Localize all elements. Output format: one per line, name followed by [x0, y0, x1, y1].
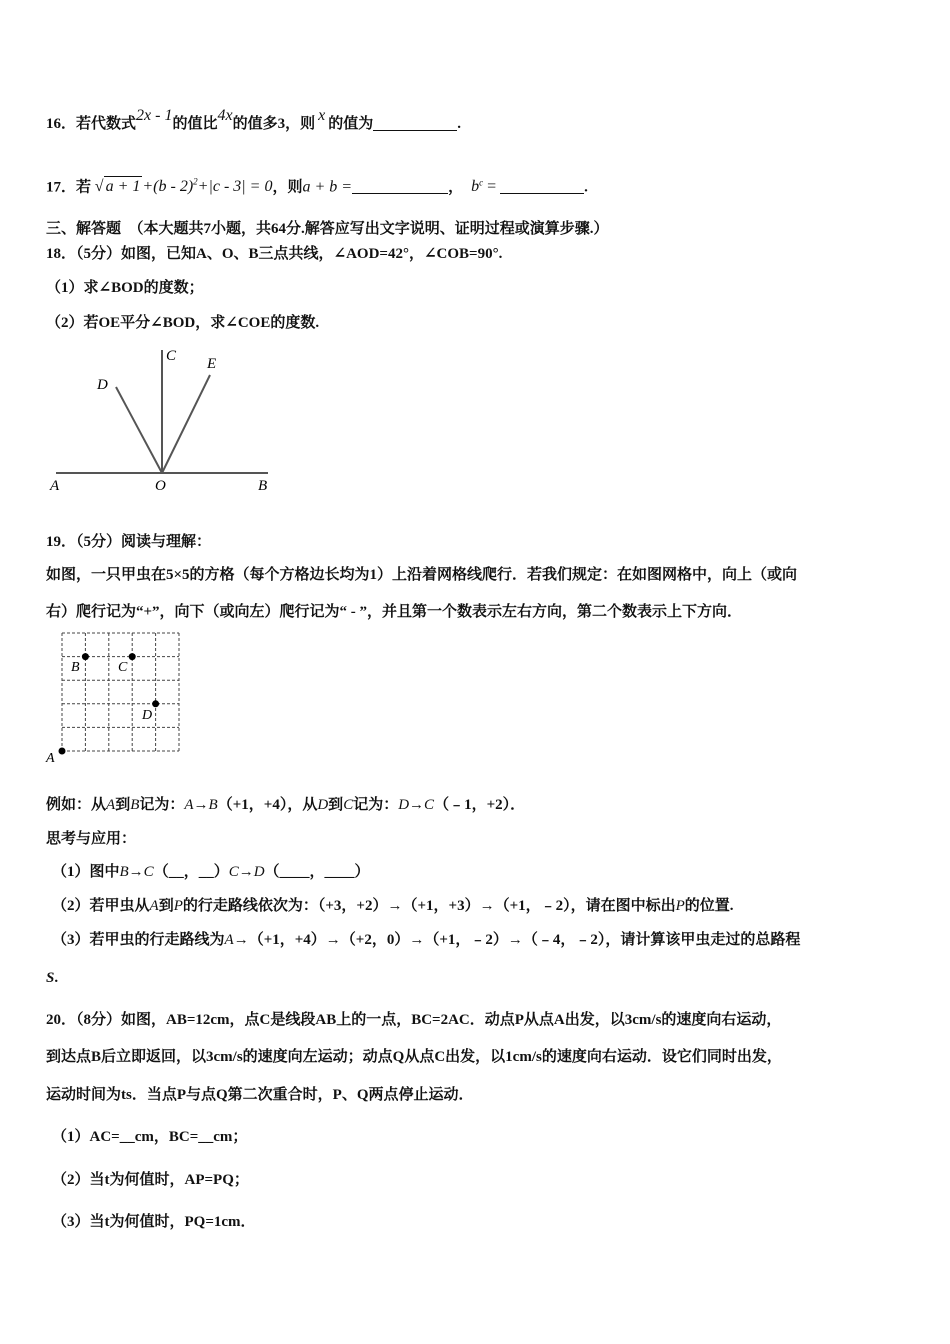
q19-example — [46, 795, 525, 815]
text: （+1，+4），从 — [217, 797, 318, 813]
path-a-b: A→B — [184, 797, 218, 813]
q17-text: ，则 — [272, 179, 303, 196]
text: 的行走路线依次为：（+3，+2）→（+1，+3）→（+1，﹣2），请在图中标出 — [182, 898, 676, 914]
question-17 — [46, 172, 588, 197]
point-a-ref: A — [106, 797, 116, 813]
point-p-ref: P — [173, 898, 183, 914]
q17-blank-1[interactable] — [352, 177, 448, 194]
text: 的位置. — [684, 898, 734, 914]
q16-text: 的值比 — [172, 116, 218, 132]
q19-part-2 — [52, 896, 734, 916]
q17-radicand: a + 1 — [105, 178, 141, 196]
q17-exponent: 2 — [193, 177, 198, 187]
total-distance-s: S — [46, 970, 55, 986]
q17-comma: ， — [448, 179, 464, 196]
q17-number: 17． — [46, 179, 77, 196]
path-b-c: B→C — [119, 864, 154, 880]
text: （﹣1，+2）． — [434, 797, 526, 813]
q17-period: . — [584, 179, 588, 196]
text: （1）图中 — [52, 864, 120, 880]
answer-blanks[interactable]: （____，____） — [264, 864, 370, 880]
q18-angle-figure — [46, 342, 276, 494]
q19-grid-figure — [44, 628, 189, 766]
ray-od — [116, 387, 162, 473]
label-c: C — [118, 660, 128, 675]
q17-term-c: +|c - 3| = 0 — [197, 178, 273, 196]
path-c-d: C→D — [228, 864, 265, 880]
q19-part-1 — [52, 862, 370, 882]
q17-b: b — [471, 178, 480, 196]
point-c — [129, 653, 136, 660]
q17-text: 若 — [76, 179, 92, 196]
q16-text: 的值为 — [328, 116, 374, 132]
q20-part-1: （1）AC=__cm，BC=__cm； — [52, 1129, 248, 1145]
label-d: D — [97, 377, 108, 393]
text: 例如：从 — [46, 797, 107, 813]
question-16 — [46, 107, 461, 134]
q16-text: 的值多 — [232, 116, 278, 132]
q19-heading: 19．（5分）阅读与理解： — [46, 534, 212, 550]
q20-line-1: 20．（8分）如图，AB=12cm，点C是线段AB上的一点，BC=2AC．动点P从点A出发，以3cm/s的速度向右运动， — [46, 1012, 782, 1028]
section-title: 三、解答题 — [46, 221, 122, 237]
text: 到 — [328, 797, 344, 813]
text: 记为： — [139, 797, 185, 813]
ray-oe — [162, 375, 210, 473]
q17-term-b: +(b - 2) — [142, 178, 194, 196]
text: （2）若甲虫从 — [52, 898, 150, 914]
label-b: B — [258, 478, 268, 494]
section-description: （本大题共7小题，共64分.解答应写出文字说明、证明过程或演算步骤.） — [128, 221, 609, 237]
text: . — [54, 970, 59, 986]
point-a-ref: A — [149, 898, 159, 914]
q17-blank-2[interactable] — [500, 177, 584, 194]
label-d: D — [142, 708, 153, 723]
q16-number-3: 3 — [277, 116, 286, 132]
text: 到 — [115, 797, 131, 813]
label-a: A — [50, 478, 60, 494]
path-d-c: D→C — [398, 797, 435, 813]
q16-text: ，则 — [285, 116, 316, 132]
answer-blanks[interactable]: （__，__） — [153, 864, 229, 880]
q20-line-3: 运动时间为ts．当点P与点Q第二次重合时，P、Q两点停止运动． — [46, 1087, 474, 1103]
q19-part-3 — [52, 930, 800, 950]
q20-line-2: 到达点B后立即返回，以3cm/s的速度向左运动；动点Q从点C出发，以1cm/s的速度向右运动．设它们同时出发， — [46, 1049, 782, 1065]
q20-part-2: （2）当t为何值时，AP=PQ； — [52, 1172, 249, 1188]
point-d — [152, 700, 159, 707]
text: →（+1，+4）→（+2，0）→（+1，﹣2）→（﹣4，﹣2），请计算该甲虫走过的总路程 — [233, 932, 801, 948]
q16-expr-4x: 4x — [217, 107, 233, 124]
q18-heading: 18．（5分）如图，已知A、O、B三点共线，∠AOD=42°，∠COB=90°. — [46, 246, 503, 262]
text: 记为： — [353, 797, 399, 813]
q20-part-3: （3）当t为何值时，PQ=1cm． — [52, 1214, 256, 1230]
text: （3）若甲虫的行走路线为 — [52, 932, 225, 948]
q18-part-2: （2）若OE平分∠BOD，求∠COE的度数. — [46, 315, 320, 331]
q19-intro-line-1: 如图，一只甲虫在5×5的方格（每个方格边长均为1）上沿着网格线爬行．若我们规定：在如图网格中，向上（或向 — [46, 567, 798, 583]
section-3-header — [46, 219, 609, 239]
label-o: O — [155, 478, 166, 494]
q17-equals: = — [487, 178, 497, 196]
point-a — [59, 748, 66, 755]
q17-equation: √ a + 1 +(b - 2)$^2$+|c - 3| = 0 — [94, 177, 273, 196]
point-b — [82, 653, 89, 660]
q16-period: . — [457, 116, 461, 132]
point-a-ref: A — [224, 932, 234, 948]
q19-part-3-continued — [46, 968, 58, 988]
q16-expr-2x-1: 2x - 1 — [136, 107, 173, 124]
label-a: A — [46, 751, 55, 766]
point-d-ref: D — [317, 797, 329, 813]
q18-part-1: （1）求∠BOD的度数； — [46, 280, 204, 296]
grid-lines — [62, 633, 179, 751]
label-c: C — [166, 348, 177, 364]
q17-a-plus-b: a + b = — [302, 178, 353, 196]
q17-c-exponent: c — [479, 177, 484, 188]
point-p-ref: P — [675, 898, 685, 914]
text: 到 — [158, 898, 174, 914]
label-e: E — [207, 356, 217, 372]
point-c-ref: C — [343, 797, 354, 813]
q16-answer-blank[interactable] — [373, 114, 457, 131]
q16-number: 16． — [46, 116, 77, 132]
q19-think-label: 思考与应用： — [46, 831, 137, 847]
q19-intro-line-2: 右）爬行记为“+”，向下（或向左）爬行记为“ - ”，并且第一个数表示左右方向，第二个数表示上下方向． — [46, 604, 743, 620]
label-b: B — [71, 660, 80, 675]
point-b-ref: B — [130, 797, 140, 813]
q16-var-x: x — [318, 107, 326, 124]
q16-text: 若代数式 — [76, 116, 137, 132]
